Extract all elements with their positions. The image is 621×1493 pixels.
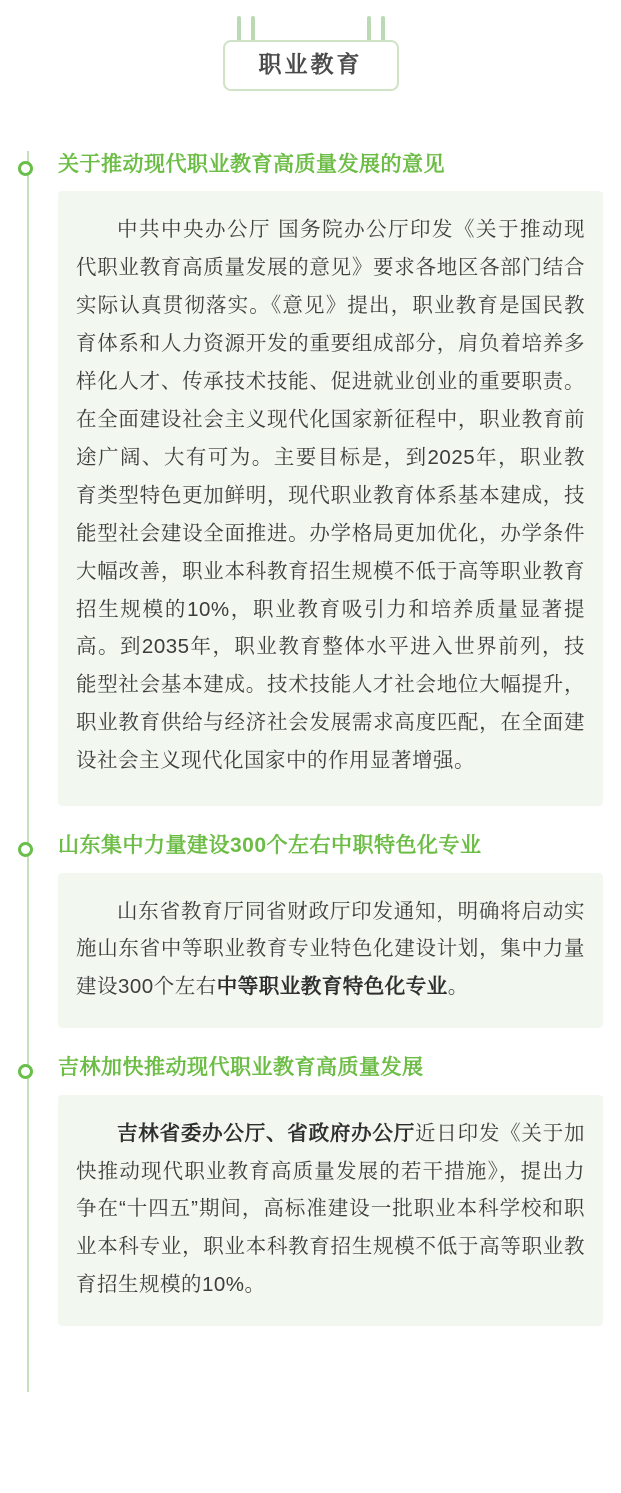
timeline — [0, 151, 621, 1392]
badge-wrapper — [201, 28, 421, 91]
section-title: 关于推动现代职业教育高质量发展的意见 — [58, 153, 445, 176]
page-header — [0, 0, 621, 91]
paragraph-tail: 近日印发《关于加快推动现代职业教育高质量发展的若干措施》，提出力争在“十四五”期间，高标准建设一批职业本科学校和职业本科专业，职业本科教育招生规模不低于高等职业教育招生规模的10%。 — [76, 1121, 585, 1297]
paragraph-emphasis: 吉林省委办公厅、省政府办公厅 — [117, 1121, 415, 1145]
bullet-dot-icon — [18, 1064, 33, 1079]
paragraph-lead: 山东省教育厅同省财政厅印发通知，明确将启动实施山东省中等职业教育专业特色化建设计划，集中力量建设300个左右 — [76, 899, 585, 999]
paragraph-emphasis: 中等职业教育特色化专业 — [216, 975, 448, 999]
timeline-item — [0, 832, 621, 1028]
section-body — [58, 1095, 603, 1327]
section-paragraph — [76, 893, 585, 1007]
section-body — [58, 191, 603, 806]
timeline-item — [0, 151, 621, 806]
section-paragraph — [76, 1115, 585, 1305]
page-title: 职业教育 — [223, 40, 399, 91]
bullet-dot-icon — [18, 161, 33, 176]
section-title: 山东集中力量建设300个左右中职特色化专业 — [58, 834, 482, 858]
section-body — [58, 873, 603, 1029]
section-paragraph: 中共中央办公厅 国务院办公厅印发《关于推动现代职业教育高质量发展的意见》要求各地区各部门结合实际认真贯彻落实。《意见》提出，职业教育是国民教育体系和人力资源开发的重要组成部分，肩负着培养多样化人才、传承技术技能、促进就业创业的重要职责。在全面建设社会主义现代化国家新征程中，职业教育前途广阔、大有可为。主要目标是，到2025年，职业教育类型特色更加鲜明，现代职业教育体系基本建成，技能型社会建设全面推进。办学格局更加优化，办学条件大幅改善，职业本科教育招生规模不低于高等职业教育招生规模的10%，职业教育吸引力和培养质量显著提高。到2035年，职业教育整体水平进入世界前列，技能型社会基本建成。技术技能人才社会地位大幅提升，职业教育供给与经济社会发展需求高度匹配，在全面建设社会主义现代化国家中的作用显著增强。 — [76, 218, 585, 773]
paragraph-tail: 。 — [447, 975, 469, 999]
timeline-item — [0, 1054, 621, 1326]
bullet-dot-icon — [18, 842, 33, 857]
section-title: 吉林加快推动现代职业教育高质量发展 — [58, 1056, 424, 1080]
